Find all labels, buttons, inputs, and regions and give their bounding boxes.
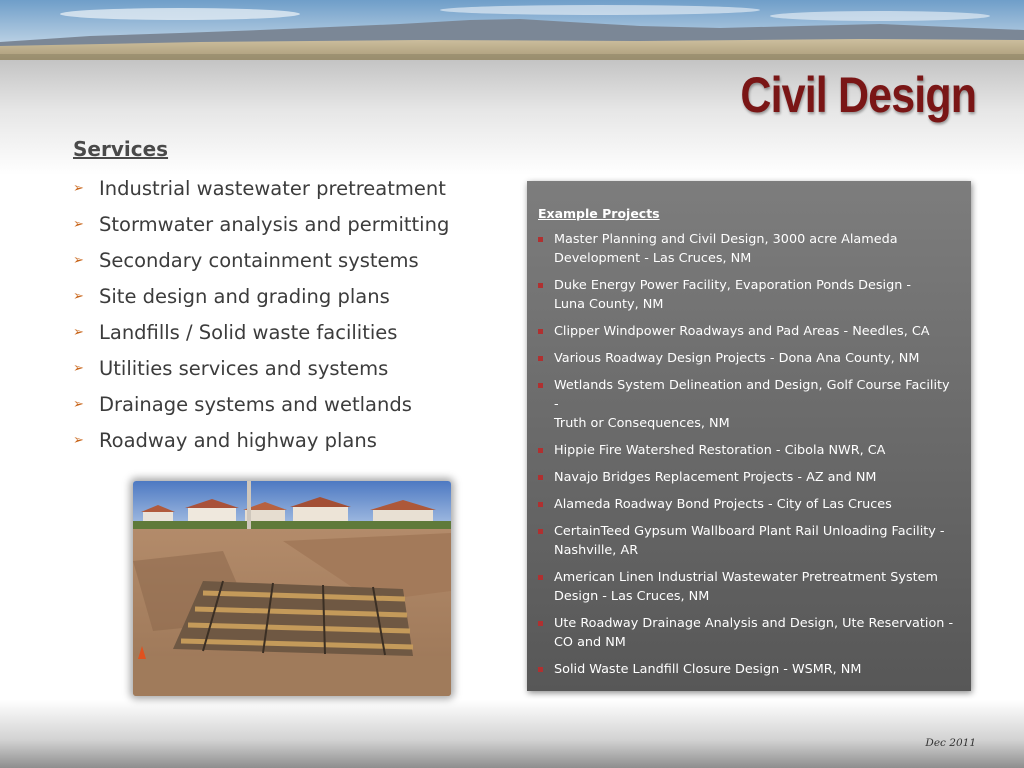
service-item <box>73 206 449 242</box>
service-item-text: Drainage systems and wetlands <box>99 392 412 416</box>
slide-title: Civil Design <box>740 67 976 123</box>
arrow-bullet-icon: ➢ <box>73 432 84 448</box>
service-item-text: Roadway and highway plans <box>99 428 377 452</box>
project-item-line: Wetlands System Delineation and Design, Golf Course Facility - <box>554 378 950 412</box>
square-bullet-icon <box>538 383 543 388</box>
service-item-text: Industrial wastewater pretreatment <box>99 176 446 200</box>
service-item <box>73 314 449 350</box>
project-item <box>538 349 957 368</box>
service-item <box>73 278 449 314</box>
project-item-line: American Linen Industrial Wastewater Pretreatment System <box>554 570 938 585</box>
square-bullet-icon <box>538 575 543 580</box>
project-item-line: Master Planning and Civil Design, 3000 acre Alameda <box>554 232 898 247</box>
arrow-bullet-icon: ➢ <box>73 360 84 376</box>
project-item-line: Navajo Bridges Replacement Projects - AZ and NM <box>554 470 877 485</box>
arrow-bullet-icon: ➢ <box>73 324 84 340</box>
project-item-line: CertainTeed Gypsum Wallboard Plant Rail Unloading Facility - <box>554 524 945 539</box>
project-item-line: Development - Las Cruces, NM <box>554 251 752 266</box>
project-item <box>538 495 957 514</box>
project-item <box>538 522 957 560</box>
project-item <box>538 614 957 652</box>
service-item <box>73 350 449 386</box>
service-item-text: Utilities services and systems <box>99 356 389 380</box>
project-item <box>538 660 957 679</box>
project-item-line: Clipper Windpower Roadways and Pad Areas - Needles, CA <box>554 324 930 339</box>
square-bullet-icon <box>538 237 543 242</box>
square-bullet-icon <box>538 356 543 361</box>
services-list <box>73 170 449 458</box>
project-item <box>538 376 957 433</box>
project-item-line: Luna County, NM <box>554 297 664 312</box>
project-item-line: Truth or Consequences, NM <box>554 416 730 431</box>
service-item <box>73 422 449 458</box>
service-item-text: Secondary containment systems <box>99 248 419 272</box>
project-item <box>538 230 957 268</box>
project-item-line: Hippie Fire Watershed Restoration - Cibola NWR, CA <box>554 443 886 458</box>
square-bullet-icon <box>538 283 543 288</box>
arrow-bullet-icon: ➢ <box>73 252 84 268</box>
project-item-line: Alameda Roadway Bond Projects - City of Las Cruces <box>554 497 892 512</box>
project-item-line: Various Roadway Design Projects - Dona Ana County, NM <box>554 351 920 366</box>
service-item <box>73 170 449 206</box>
project-item-line: Nashville, AR <box>554 543 639 558</box>
services-heading: Services <box>73 137 169 161</box>
project-item-line: Duke Energy Power Facility, Evaporation Ponds Design - <box>554 278 912 293</box>
service-item <box>73 242 449 278</box>
landscape-banner <box>0 0 1024 60</box>
service-item-text: Site design and grading plans <box>99 284 390 308</box>
example-projects-list <box>538 230 957 679</box>
construction-site-photo <box>133 481 451 696</box>
arrow-bullet-icon: ➢ <box>73 216 84 232</box>
project-item-line: CO and NM <box>554 635 626 650</box>
service-item <box>73 386 449 422</box>
arrow-bullet-icon: ➢ <box>73 288 84 304</box>
project-item <box>538 322 957 341</box>
project-item-line: Solid Waste Landfill Closure Design - WSMR, NM <box>554 662 862 677</box>
footer-date: Dec 2011 <box>925 737 976 749</box>
project-item <box>538 468 957 487</box>
example-projects-heading: Example Projects <box>538 206 660 221</box>
arrow-bullet-icon: ➢ <box>73 180 84 196</box>
square-bullet-icon <box>538 621 543 626</box>
square-bullet-icon <box>538 502 543 507</box>
square-bullet-icon <box>538 475 543 480</box>
project-item <box>538 568 957 606</box>
project-item-line: Ute Roadway Drainage Analysis and Design, Ute Reservation - <box>554 616 954 631</box>
square-bullet-icon <box>538 329 543 334</box>
project-item <box>538 441 957 460</box>
project-item-line: Design - Las Cruces, NM <box>554 589 710 604</box>
square-bullet-icon <box>538 529 543 534</box>
project-item <box>538 276 957 314</box>
service-item-text: Stormwater analysis and permitting <box>99 212 450 236</box>
arrow-bullet-icon: ➢ <box>73 396 84 412</box>
square-bullet-icon <box>538 667 543 672</box>
square-bullet-icon <box>538 448 543 453</box>
example-projects-panel <box>527 181 971 691</box>
service-item-text: Landfills / Solid waste facilities <box>99 320 398 344</box>
